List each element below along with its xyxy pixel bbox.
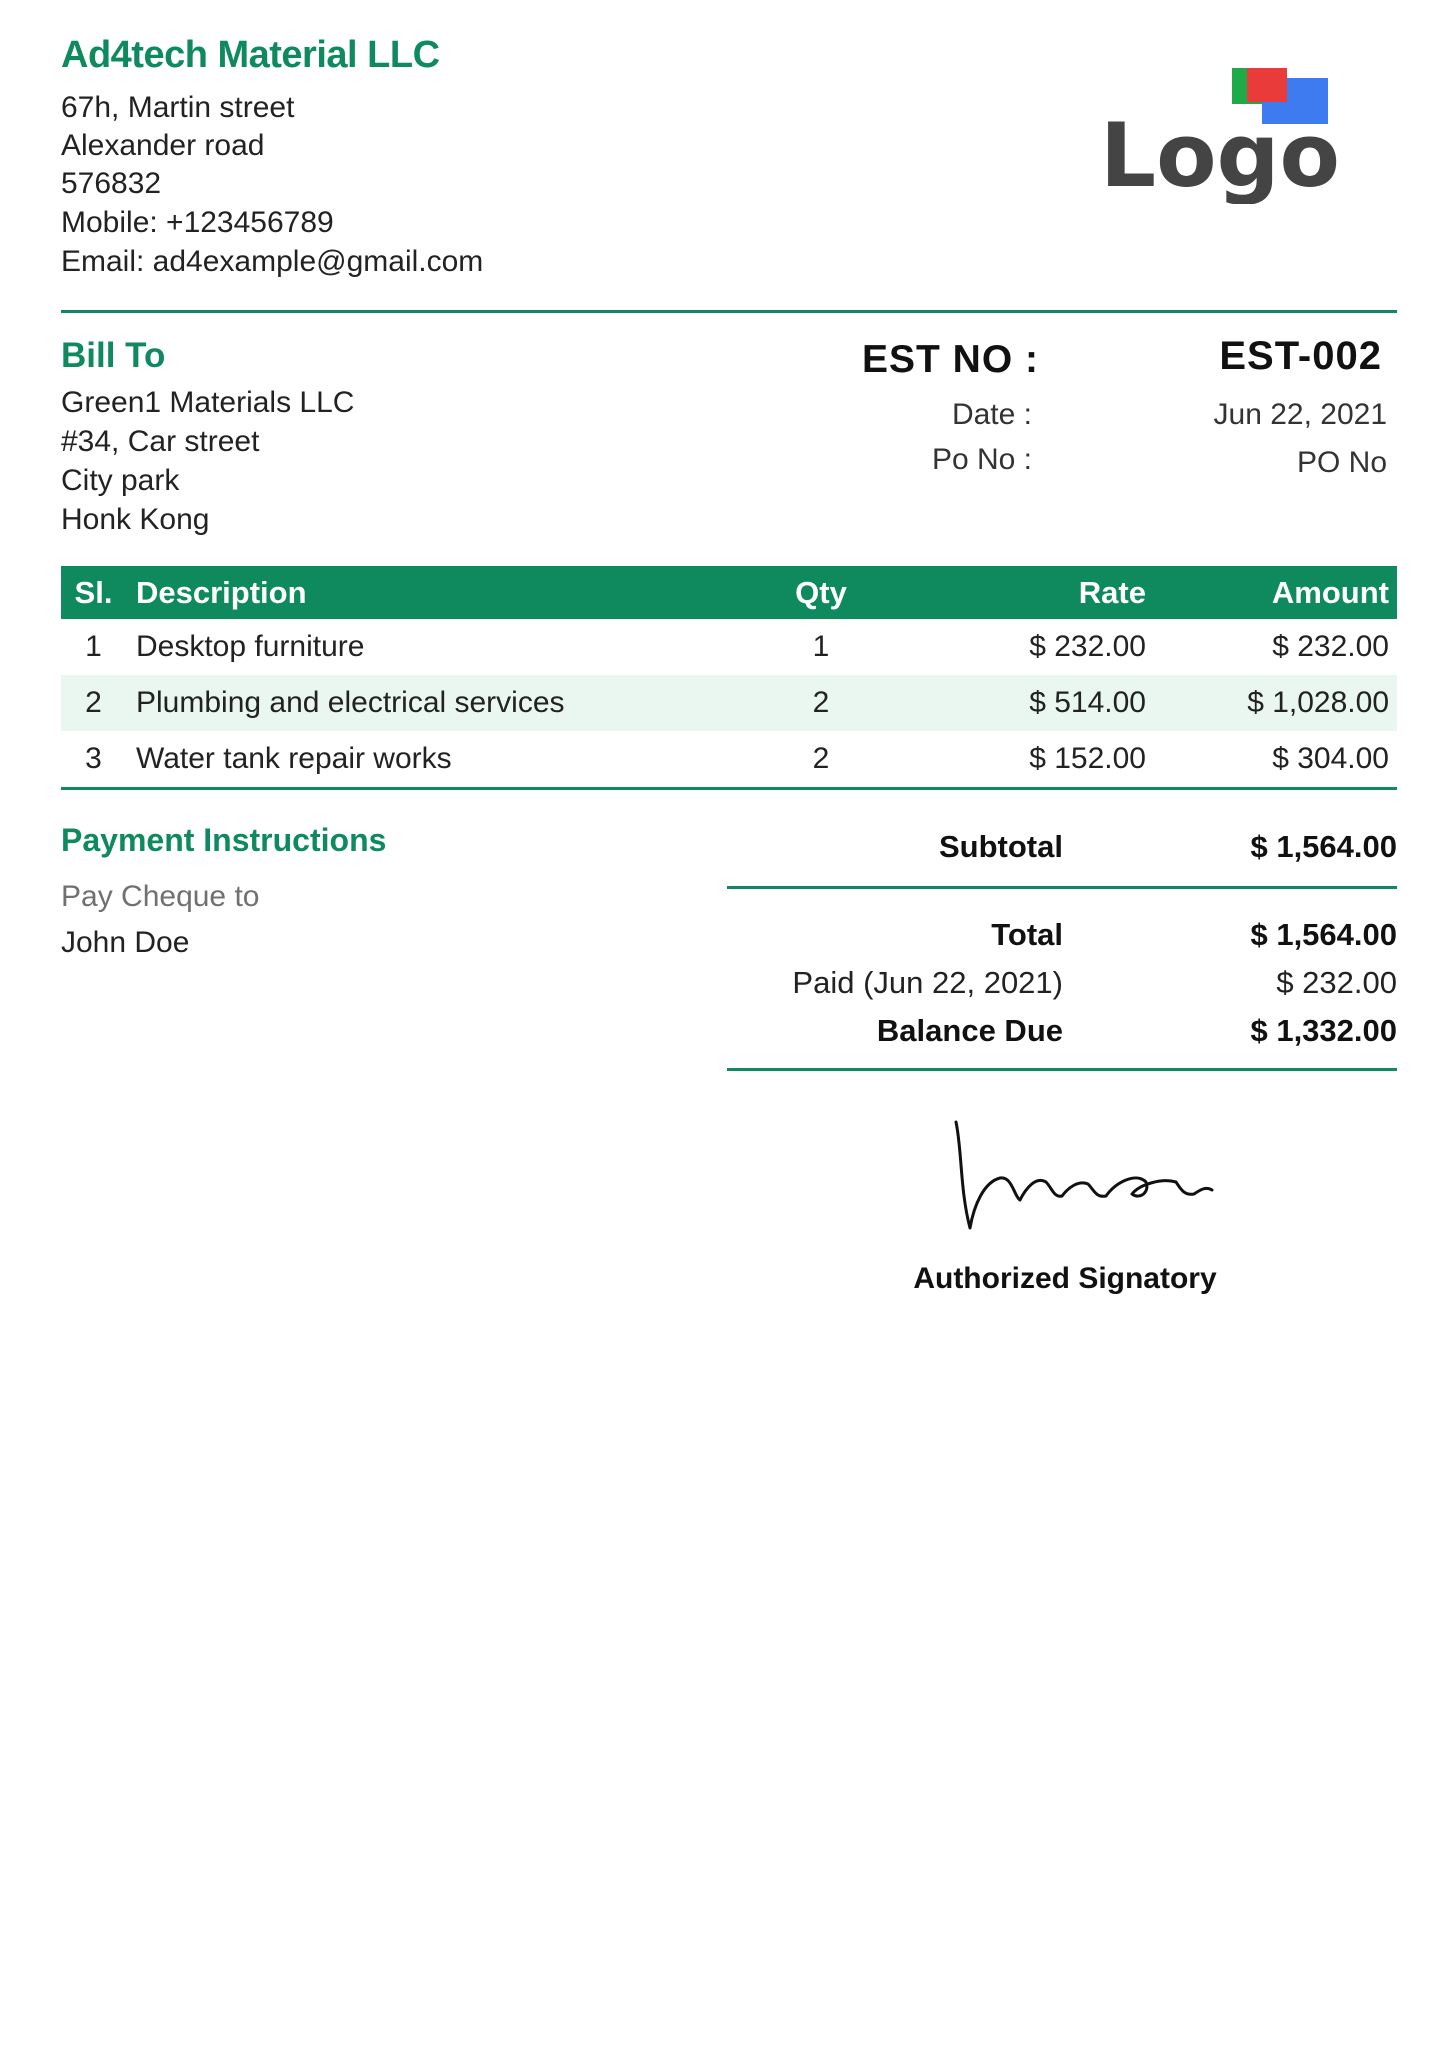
balance-due-value: $ 1,332.00 <box>1250 1013 1397 1048</box>
company-name: Ad4tech Material LLC <box>61 34 440 76</box>
cell-amount: $ 1,028.00 <box>1146 675 1397 731</box>
cell-amount: $ 304.00 <box>1146 731 1397 789</box>
header-sl: Sl. <box>61 566 126 619</box>
table-row <box>61 731 1397 789</box>
bill-to-title: Bill To <box>61 336 166 375</box>
estimate-number-label: EST NO : <box>862 338 1040 381</box>
cell-qty: 2 <box>756 675 886 731</box>
table-row <box>61 619 1397 675</box>
cell-qty: 1 <box>812 630 830 663</box>
cell-description: Plumbing and electrical services <box>126 675 756 731</box>
cell-sl: 1 <box>85 630 102 663</box>
company-mobile: Mobile: +123456789 <box>61 206 334 239</box>
payment-subtitle: Pay Cheque to <box>61 880 260 913</box>
estimate-number-value: EST-002 <box>1219 334 1382 378</box>
company-address-line-3: 576832 <box>61 167 162 200</box>
bill-to-line-4: Honk Kong <box>61 503 210 536</box>
cell-description: Water tank repair works <box>126 731 756 789</box>
cell-rate: $ 514.00 <box>886 675 1146 731</box>
header-description: Description <box>126 566 756 619</box>
summary-divider <box>727 1068 1397 1071</box>
authorized-signatory-label: Authorized Signatory <box>913 1262 1217 1295</box>
company-email: Email: ad4example@gmail.com <box>61 245 484 278</box>
logo-text: Logo <box>1100 104 1340 204</box>
bill-to-line-2: #34, Car street <box>61 425 260 458</box>
paid-label: Paid (Jun 22, 2021) <box>792 965 1063 1000</box>
subtotal-divider <box>727 886 1397 889</box>
logo-red-square <box>1247 68 1287 102</box>
total-value: $ 1,564.00 <box>1250 917 1397 952</box>
bill-to-line-3: City park <box>61 464 180 497</box>
cell-sl: 2 <box>61 675 126 731</box>
subtotal-label: Subtotal <box>939 829 1063 864</box>
cell-sl: 3 <box>61 731 126 789</box>
cell-rate: $ 232.00 <box>1029 630 1146 663</box>
company-logo <box>1100 64 1340 204</box>
cell-rate: $ 152.00 <box>886 731 1146 789</box>
payment-instructions-title: Payment Instructions <box>61 822 387 858</box>
po-label: Po No : <box>931 443 1032 476</box>
payee-name: John Doe <box>61 926 190 959</box>
cell-description: Desktop furniture <box>136 630 365 663</box>
cell-amount: $ 232.00 <box>1272 630 1389 663</box>
header-rate: Rate <box>886 566 1146 619</box>
table-row <box>61 675 1397 731</box>
date-label: Date : <box>951 398 1032 431</box>
header-amount: Amount <box>1146 566 1397 619</box>
signature-image <box>940 1110 1230 1240</box>
company-address-line-2: Alexander road <box>61 129 265 162</box>
items-table <box>61 566 1397 790</box>
header-divider <box>61 310 1397 313</box>
bill-to-line-1: Green1 Materials LLC <box>61 386 355 419</box>
header-qty: Qty <box>756 566 886 619</box>
cell-qty: 2 <box>756 731 886 789</box>
items-table-header <box>61 566 1397 619</box>
balance-due-label: Balance Due <box>876 1013 1063 1048</box>
subtotal-value: $ 1,564.00 <box>1250 829 1397 864</box>
po-value: PO No <box>1296 446 1387 479</box>
company-address-line-1: 67h, Martin street <box>61 91 295 124</box>
total-label: Total <box>991 917 1063 952</box>
date-value: Jun 22, 2021 <box>1213 398 1387 431</box>
paid-value: $ 232.00 <box>1276 965 1397 1000</box>
